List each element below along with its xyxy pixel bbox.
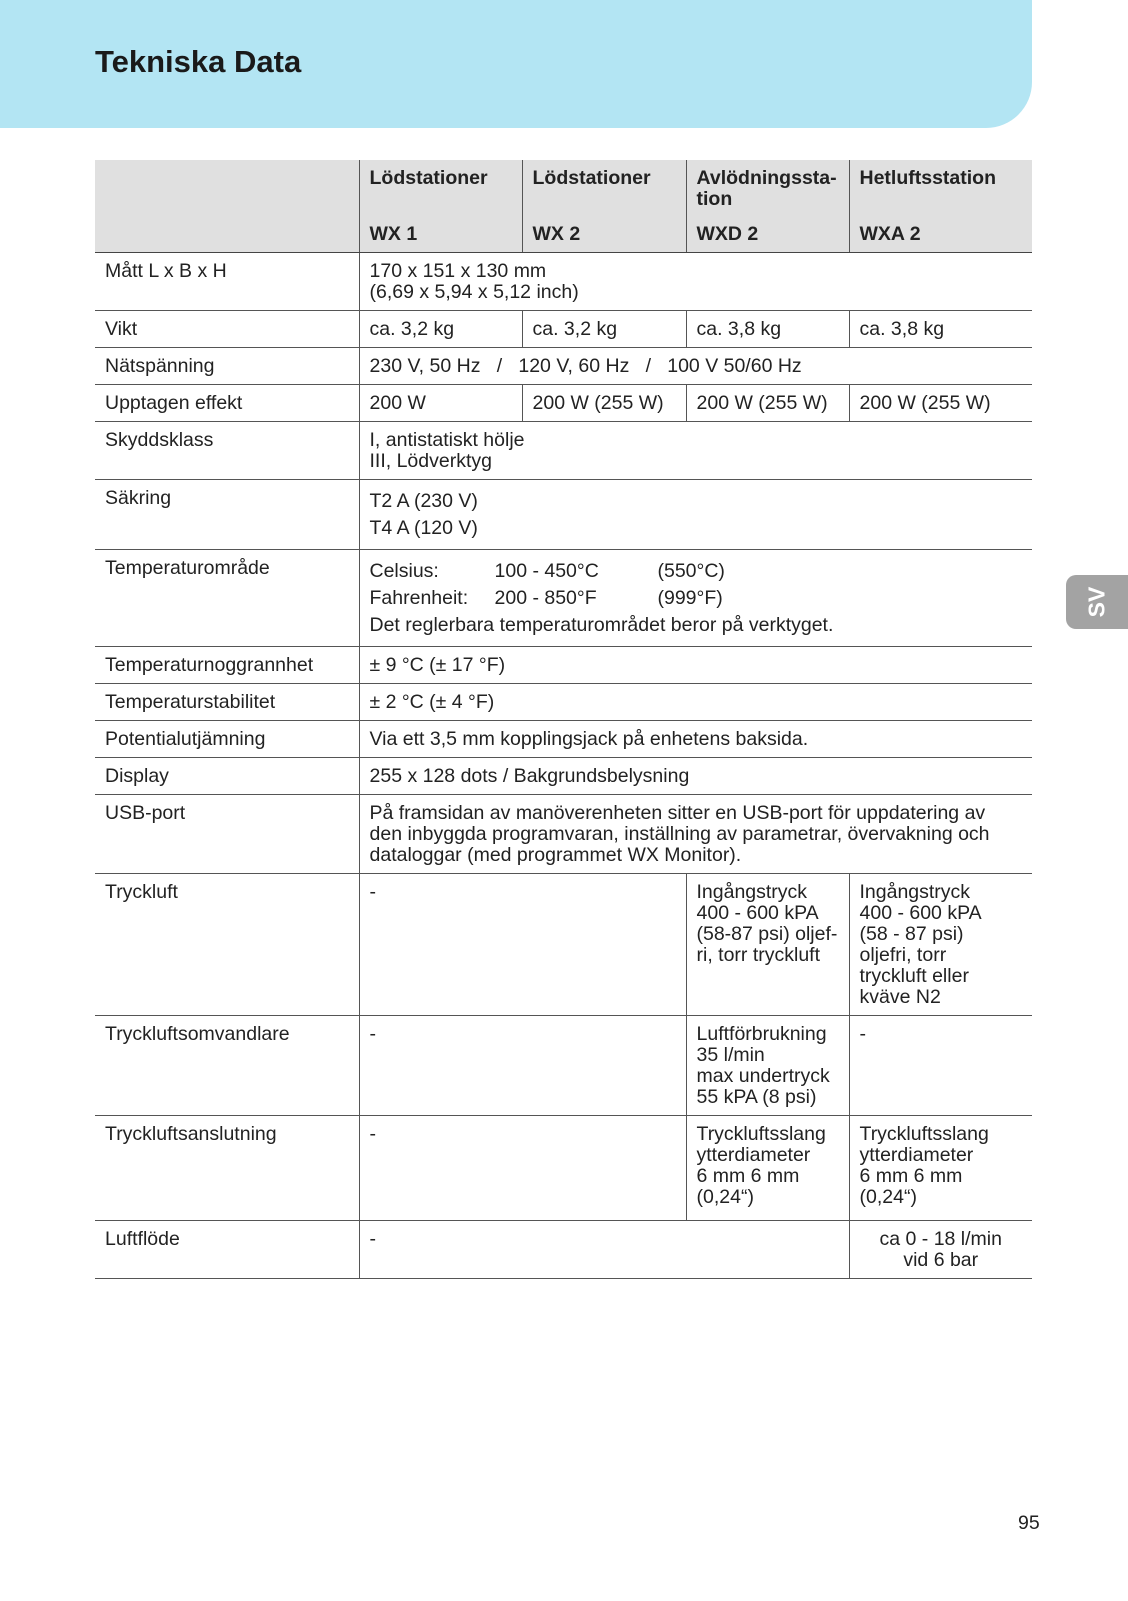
row-label: Display [95, 758, 359, 795]
voltage-value: 230 V, 50 Hz / 120 V, 60 Hz / 100 V 50/60 Hz [359, 348, 1032, 385]
value-line: (6,69 x 5,94 x 5,12 inch) [369, 281, 579, 303]
power-wx2: 200 W (255 W) [522, 385, 686, 422]
air-flow-wxa2 [849, 1221, 1032, 1279]
row-label: Mått L x B x H [95, 253, 359, 311]
language-tab[interactable] [1066, 575, 1128, 629]
temperature-note: Det reglerbara temperaturområdet beror på verktyget. [369, 614, 834, 636]
row-fuse [95, 480, 1032, 550]
value-line: ytterdiameter [696, 1144, 811, 1166]
potential-equalization-value: Via ett 3,5 mm kopplingsjack på enhetens baksida. [359, 721, 1032, 758]
row-label: Nätspänning [95, 348, 359, 385]
header-col-wx1 [359, 160, 522, 253]
value-line: 35 l/min [696, 1044, 765, 1066]
row-label: Potentialutjämning [95, 721, 359, 758]
compressed-air-wxd2 [686, 874, 849, 1016]
column-model: WXD 2 [696, 223, 759, 245]
value-line: oljefri, torr [859, 944, 947, 966]
row-label: Tryckluftsomvandlare [95, 1016, 359, 1116]
row-temperature-range [95, 550, 1032, 647]
value-line: Tryckluftsslang [859, 1123, 989, 1145]
page-title: Tekniska Data [95, 44, 302, 79]
row-air-converter [95, 1016, 1032, 1116]
celsius-unit: Celsius: [369, 560, 439, 582]
header-col-wxd2 [686, 160, 849, 253]
air-converter-wxd2 [686, 1016, 849, 1116]
celsius-max: (550°C) [657, 560, 725, 582]
compressed-air-wxa2 [849, 874, 1032, 1016]
protection-class-value [359, 422, 1032, 480]
value-line: kväve N2 [859, 986, 941, 1008]
row-display [95, 758, 1032, 795]
air-connection-wxa2 [849, 1116, 1032, 1221]
value-line: III, Lödverktyg [369, 450, 492, 472]
language-tab-label: SV [1083, 586, 1110, 618]
fahrenheit-unit: Fahrenheit: [369, 587, 469, 609]
compressed-air-wx: - [359, 874, 686, 1016]
row-label: Tryckluftsanslutning [95, 1116, 359, 1221]
column-model: WXA 2 [859, 223, 921, 245]
row-air-flow [95, 1221, 1032, 1279]
column-name: Hetluftsstation [859, 167, 996, 189]
value-line: dataloggar (med programmet WX Monitor). [369, 844, 742, 866]
fuse-value [359, 480, 1032, 550]
value-line: (0,24“) [696, 1186, 754, 1208]
technical-data-table [95, 160, 1032, 1279]
row-label: Temperaturområde [95, 550, 359, 647]
row-label: Temperaturstabilitet [95, 684, 359, 721]
air-connection-wxd2 [686, 1116, 849, 1221]
page-number: 95 [1018, 1512, 1040, 1534]
value-line: T4 A (120 V) [369, 517, 478, 539]
row-temperature-accuracy [95, 647, 1032, 684]
table-header-row [95, 160, 1032, 253]
value-line: På framsidan av manöverenheten sitter en USB-port för uppdatering av [369, 802, 986, 824]
value-line: 6 mm 6 mm [696, 1165, 800, 1187]
row-compressed-air [95, 874, 1032, 1016]
value-line: 400 - 600 kPA [859, 902, 982, 924]
air-converter-wxa2: - [849, 1016, 1032, 1116]
row-label: Tryckluft [95, 874, 359, 1016]
column-name: Avlödningssta- tion [696, 167, 837, 210]
row-label: Skyddsklass [95, 422, 359, 480]
value-line: T2 A (230 V) [369, 490, 478, 512]
value-line: Luftförbrukning [696, 1023, 827, 1045]
row-protection-class [95, 422, 1032, 480]
row-usb-port [95, 795, 1032, 874]
value-line: Ingångstryck [859, 881, 971, 903]
column-model: WX 2 [532, 223, 581, 245]
air-converter-wx: - [359, 1016, 686, 1116]
row-power [95, 385, 1032, 422]
value-line: (58-87 psi) oljef- [696, 923, 838, 945]
celsius-range: 100 - 450°C [494, 560, 599, 582]
value-line: Ingångstryck [696, 881, 808, 903]
fahrenheit-max: (999°F) [657, 587, 723, 609]
row-label: Luftflöde [95, 1221, 359, 1279]
row-label: Upptagen effekt [95, 385, 359, 422]
value-line: vid 6 bar [903, 1249, 979, 1271]
column-model: WX 1 [369, 223, 418, 245]
row-dimensions [95, 253, 1032, 311]
row-label: Vikt [95, 311, 359, 348]
value-line: 400 - 600 kPA [696, 902, 819, 924]
column-name: Lödstationer [532, 167, 651, 189]
temperature-stability-value: ± 2 °C (± 4 °F) [359, 684, 1032, 721]
weight-wx1: ca. 3,2 kg [359, 311, 522, 348]
value-line: den inbyggda programvaran, inställning av parametrar, övervakning och [369, 823, 990, 845]
air-connection-wx: - [359, 1116, 686, 1221]
fahrenheit-range: 200 - 850°F [494, 587, 597, 609]
value-line: 170 x 151 x 130 mm [369, 260, 547, 282]
value-line: ytterdiameter [859, 1144, 974, 1166]
display-value: 255 x 128 dots / Bakgrundsbelysning [359, 758, 1032, 795]
weight-wxa2: ca. 3,8 kg [849, 311, 1032, 348]
row-voltage [95, 348, 1032, 385]
header-col-wxa2 [849, 160, 1032, 253]
value-line: I, antistatiskt hölje [369, 429, 525, 451]
value-line: (58 - 87 psi) [859, 923, 964, 945]
usb-port-value [359, 795, 1032, 874]
value-line: max undertryck [696, 1065, 830, 1087]
weight-wxd2: ca. 3,8 kg [686, 311, 849, 348]
column-name: Lödstationer [369, 167, 488, 189]
row-temperature-stability [95, 684, 1032, 721]
value-line: tryckluft eller [859, 965, 969, 987]
celsius-line [370, 558, 1023, 585]
temperature-range-value [359, 550, 1032, 647]
power-wxd2: 200 W (255 W) [686, 385, 849, 422]
row-potential-equalization [95, 721, 1032, 758]
weight-wx2: ca. 3,2 kg [522, 311, 686, 348]
fahrenheit-line [370, 585, 1023, 612]
value-line: Tryckluftsslang [696, 1123, 826, 1145]
header-col-wx2 [522, 160, 686, 253]
air-flow-wx: - [359, 1221, 849, 1279]
row-label: Temperaturnoggrannhet [95, 647, 359, 684]
value-line: ri, torr tryckluft [696, 944, 821, 966]
header-empty-cell [95, 160, 359, 253]
value-line: (0,24“) [859, 1186, 917, 1208]
value-line: 55 kPA (8 psi) [696, 1086, 817, 1108]
row-label: Säkring [95, 480, 359, 550]
power-wxa2: 200 W (255 W) [849, 385, 1032, 422]
power-wx1: 200 W [359, 385, 522, 422]
row-label: USB-port [95, 795, 359, 874]
row-air-connection [95, 1116, 1032, 1221]
temperature-accuracy-value: ± 9 °C (± 17 °F) [359, 647, 1032, 684]
row-weight [95, 311, 1032, 348]
value-line: ca 0 - 18 l/min [879, 1228, 1002, 1250]
dimensions-value [359, 253, 1032, 311]
value-line: 6 mm 6 mm [859, 1165, 963, 1187]
